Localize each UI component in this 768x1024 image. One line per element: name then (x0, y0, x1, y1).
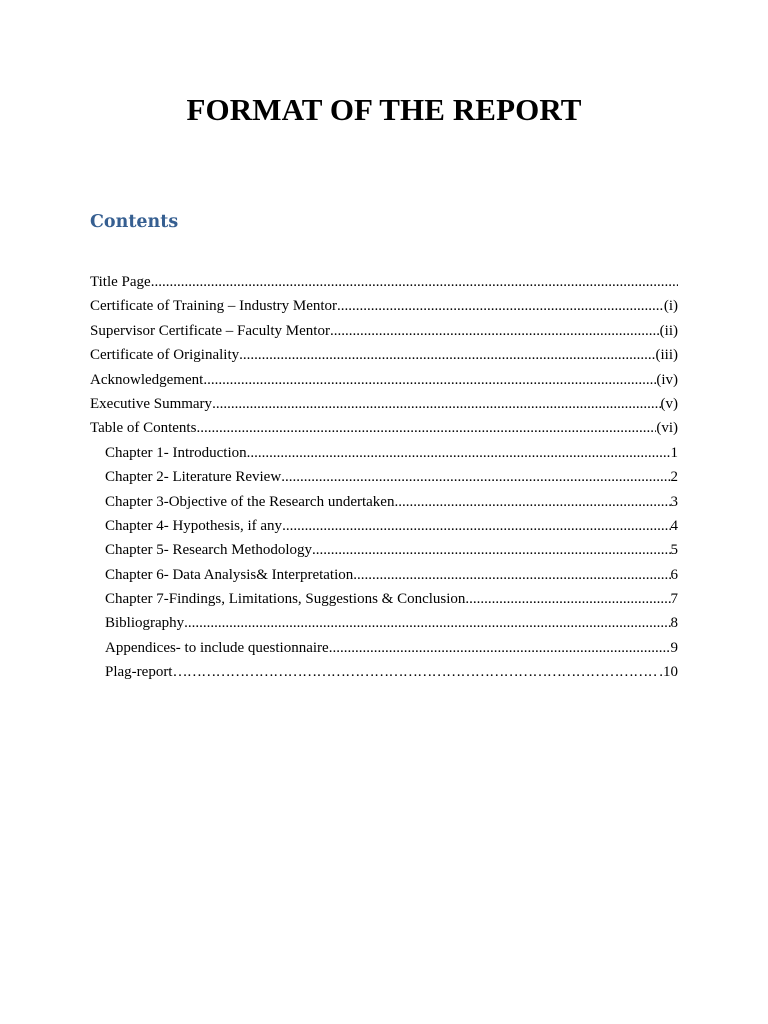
toc-entry-page: (ii) (659, 322, 678, 339)
toc-entry-page: (iii) (655, 347, 678, 364)
contents-heading: Contents (90, 212, 179, 232)
toc-dot-leader (312, 538, 670, 562)
toc-dot-leader (282, 514, 670, 538)
toc-entry-acknowledgement (90, 368, 678, 392)
toc-dot-leader (337, 294, 664, 318)
toc-entry-chapter-6 (90, 563, 678, 587)
toc-entry-label: Chapter 3-Objective of the Research undertaken (105, 493, 395, 510)
toc-entry-title-page (90, 270, 678, 294)
toc-entry-page: 6 (670, 566, 678, 583)
toc-entry-executive-summary (90, 392, 678, 416)
toc-entry-label: Executive Summary (90, 395, 213, 412)
toc-entry-chapter-4 (90, 514, 678, 538)
toc-dot-leader (239, 343, 655, 367)
toc-dot-leader (196, 416, 656, 440)
toc-entry-page: (iv) (656, 371, 678, 388)
toc-entry-label: Chapter 5- Research Methodology (105, 542, 313, 559)
toc-entry-page: 3 (670, 493, 678, 510)
toc-dot-leader (184, 611, 670, 635)
toc-entry-label: Chapter 6- Data Analysis& Interpretation (105, 566, 354, 583)
toc-entry-page: 2 (670, 469, 678, 486)
toc-entry-label: Chapter 2- Literature Review (105, 469, 282, 486)
toc-entry-label: Chapter 4- Hypothesis, if any (105, 517, 283, 534)
table-of-contents (90, 270, 678, 685)
toc-entry-label: Table of Contents (90, 420, 197, 437)
toc-entry-page: 7 (670, 591, 678, 608)
toc-entry-supervisor-certificate (90, 319, 678, 343)
toc-entry-label: Appendices- to include questionnaire (105, 639, 329, 656)
toc-entry-page: 5 (670, 542, 678, 559)
toc-entry-label: Chapter 1- Introduction (105, 444, 247, 461)
toc-dot-leader (329, 636, 671, 660)
toc-entry-label: Chapter 7-Findings, Limitations, Suggestions & Conclusion (105, 591, 466, 608)
toc-entry-chapter-3 (90, 490, 678, 514)
toc-entry-chapter-7 (90, 587, 678, 611)
toc-entry-appendices (90, 636, 678, 660)
toc-entry-label: Certificate of Training – Industry Mentor (90, 298, 338, 315)
toc-entry-label: Certificate of Originality (90, 347, 240, 364)
toc-entry-chapter-5 (90, 538, 678, 562)
toc-entry-label: Bibliography (105, 615, 185, 632)
toc-entry-page: 1 (670, 444, 678, 461)
toc-entry-label: Title Page (90, 274, 151, 290)
toc-entry-label: Supervisor Certificate – Faculty Mentor (90, 322, 330, 339)
toc-entry-label: Plag-report (105, 664, 173, 681)
toc-entry-certificate-of-training (90, 294, 678, 318)
toc-entry-chapter-2 (90, 465, 678, 489)
toc-dot-leader (394, 490, 670, 514)
toc-dot-leader (281, 465, 670, 489)
toc-dot-leader (465, 587, 670, 611)
toc-entry-page: (v) (660, 395, 678, 412)
toc-entry-plag-report (90, 660, 678, 684)
toc-entry-page: 4 (670, 517, 678, 534)
toc-dot-leader (172, 660, 659, 684)
toc-entry-certificate-of-originality (90, 343, 678, 367)
toc-entry-table-of-contents (90, 416, 678, 440)
toc-dot-leader (212, 392, 660, 416)
toc-entry-page: 9 (670, 639, 678, 656)
toc-entry-page: 8 (670, 615, 678, 632)
toc-entry-page: (i) (663, 298, 678, 315)
toc-entry-bibliography (90, 611, 678, 635)
toc-entry-chapter-1 (90, 441, 678, 465)
toc-dot-leader (203, 368, 656, 392)
document-title: FORMAT OF THE REPORT (186, 92, 582, 127)
toc-dot-leader (353, 563, 670, 587)
toc-entry-page: .10 (659, 664, 678, 681)
toc-dot-leader (151, 270, 678, 294)
toc-dot-leader (330, 319, 660, 343)
toc-entry-page: (vi) (656, 420, 678, 437)
toc-dot-leader (247, 441, 671, 465)
toc-entry-label: Acknowledgement (90, 371, 204, 388)
